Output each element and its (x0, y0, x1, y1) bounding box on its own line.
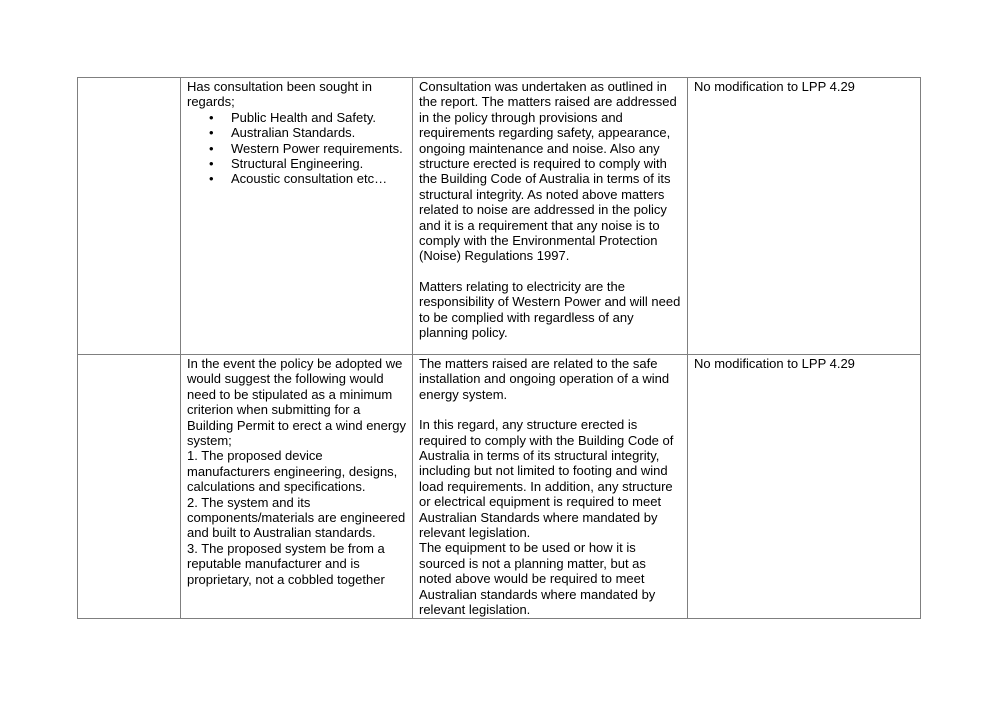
table-row (78, 78, 921, 355)
submitter-cell (78, 355, 181, 619)
list-item: • Public Health and Safety. (209, 109, 377, 125)
response-paragraph: Matters relating to electricity are the responsibility of Western Power and will need to be complied with regardless of any planning policy. (419, 278, 681, 341)
submission-text: In the event the policy be adopted we would suggest the following would need to be stipulated as a minimum criterion when submitting for a Building Permit to erect a wind energy system; 1. The proposed device manufacturers engineering, designs, calculations and specifications. 2. The system and its components/materials are engineered and built to Australian standards. 3. The proposed system be from a reputable manufacturer and is proprietary, not a cobbled together (187, 356, 406, 587)
recommendation-text: No modification to LPP 4.29 (694, 356, 855, 371)
list-item: • Australian Standards. (209, 125, 356, 141)
submission-cell (181, 78, 413, 355)
list-item: • Western Power requirements. (209, 140, 403, 156)
bullet-icon: • (209, 156, 214, 172)
submission-cell (181, 355, 413, 619)
recommendation-text: No modification to LPP 4.29 (694, 79, 855, 94)
response-cell (413, 78, 688, 355)
recommendation-cell (688, 78, 921, 355)
submission-bullet-list (187, 110, 407, 187)
response-paragraph: In this regard, any structure erected is required to comply with the Building Code of Australia in terms of its structural integrity, including but not limited to footing and wind load requirements. In addition, any structure or electrical equipment is required to meet Australian Standards where mandated by relevant legislation. The equipment to be used or how it is sourced is not a planning matter, but as noted above would be required to meet Australian standards where mandated by relevant legislation. (419, 417, 674, 618)
submitter-cell (78, 78, 181, 355)
bullet-icon: • (209, 125, 214, 141)
bullet-icon: • (209, 171, 214, 187)
list-item: • Structural Engineering. (209, 156, 364, 172)
bullet-icon: • (209, 109, 214, 125)
response-paragraph: Consultation was undertaken as outlined in the report. The matters raised are addressed in the policy through provisions and requirements regarding safety, appearance, ongoing maintenance and noise. Also any structure erected is required to comply with the Building Code of Australia in terms of its structural integrity. As noted above matters related to noise are addressed in the policy and it is a requirement that any noise is to comply with the Environmental Protection (Noise) Regulations 1997. (419, 79, 677, 264)
table-row (78, 355, 921, 619)
submission-intro: Has consultation been sought in regards; (187, 79, 373, 110)
list-item: • Acoustic consultation etc… (209, 171, 388, 187)
response-cell (413, 355, 688, 619)
recommendation-cell (688, 355, 921, 619)
bullet-icon: • (209, 140, 214, 156)
response-paragraph: The matters raised are related to the safe installation and ongoing operation of a wind energy system. (419, 356, 670, 402)
submissions-table (77, 77, 921, 619)
